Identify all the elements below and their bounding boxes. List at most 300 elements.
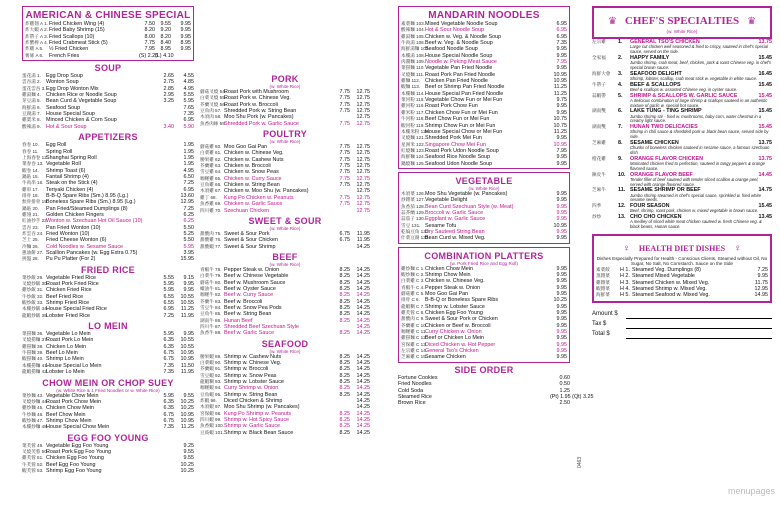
item-name: Chicken w. Moo Shu (w. Pancakes) bbox=[224, 188, 309, 195]
item-name: Wonton Soup bbox=[46, 79, 79, 86]
chinese-name: 蝦河粉 119. bbox=[401, 122, 425, 128]
item-price: 10.25 bbox=[180, 405, 194, 412]
item-name: Beef w. String Bean bbox=[224, 311, 272, 318]
item-name: Hot & Sour Noodle Soup bbox=[425, 27, 485, 34]
item-price: 9.95 bbox=[556, 109, 567, 116]
item-price: 14.25 bbox=[356, 423, 370, 430]
item-name: Shrimp Toast (6) bbox=[46, 167, 86, 174]
item-price: 15.45 bbox=[758, 108, 772, 115]
item-price: 6.35 bbox=[163, 398, 174, 405]
item-price: 7.35 bbox=[556, 40, 567, 47]
item-price: 8.25 bbox=[339, 311, 350, 318]
chinese-name: 叉燒麵 121. bbox=[401, 135, 425, 141]
item-price: 8.25 bbox=[339, 391, 350, 398]
item-description: Beef, shrimp, roast pork, chicken w. mixed vegetable in brown sauce. bbox=[630, 208, 759, 214]
item-name: Roast Pork Chow Mein bbox=[46, 398, 102, 405]
item-name: Beef Chow Fun or Mei Fun bbox=[425, 116, 490, 123]
chinese-name: 叉燒撈麵 37. bbox=[22, 337, 49, 343]
item-name: SEAFOOD DELIGHT bbox=[630, 70, 682, 77]
item-name: LAKE TUNG - TING SHRIMP bbox=[630, 108, 702, 115]
item-name: Chicken w. Veg. & Noodle Soup bbox=[425, 33, 502, 40]
item-name: Dry Sauteed String Bean bbox=[425, 228, 485, 235]
item-price: 14.25 bbox=[356, 273, 370, 280]
chinese-name: 腰果蝦 89. bbox=[200, 353, 222, 359]
item-price: 5.50 bbox=[183, 237, 194, 244]
chinese-name: 甜酸肉 75. bbox=[200, 230, 222, 236]
chef-hat-icon: ♛ bbox=[747, 16, 757, 27]
item-price: 12.75 bbox=[356, 114, 370, 121]
item-name: Wonton w. Szechuan Hot Oil Sauce (10) bbox=[46, 218, 143, 225]
item-name: Noodle w. Peking Meat Sauce bbox=[425, 59, 497, 66]
item-price: 4.95 bbox=[183, 167, 194, 174]
item-price: 6.75 bbox=[163, 411, 174, 418]
item-price: 9.95 bbox=[556, 209, 567, 216]
item-price: 2.95 bbox=[163, 92, 174, 99]
lo-mein-item[interactable] bbox=[22, 369, 194, 375]
item-name: Pan Fried/Steamed Dumplings (8) bbox=[46, 205, 128, 212]
side-title: SIDE ORDER bbox=[454, 364, 514, 375]
chinese-name: 肉醬麵 109. bbox=[401, 59, 425, 65]
specialty-item[interactable] bbox=[592, 82, 772, 93]
item-name: ORANGE FLAVOR CHICKEN bbox=[630, 155, 703, 162]
chinese-name: 魚香蝦 100. bbox=[200, 423, 224, 429]
chinese-name: 蔥油餅 27. bbox=[22, 250, 44, 255]
item-price: 3.95 bbox=[183, 250, 194, 256]
beef-title: BEEF bbox=[272, 251, 298, 262]
item-price: 14.25 bbox=[356, 311, 370, 318]
item-price: 10.75 bbox=[553, 122, 567, 129]
item-price: 7.25 bbox=[183, 180, 194, 187]
chinese-name: 湖南雙 bbox=[592, 124, 606, 130]
chinese-name: 咖喱雞 C 11. bbox=[401, 329, 427, 335]
side-order-item[interactable] bbox=[398, 400, 570, 406]
item-name: Steamed Veg. Dumplings (8) bbox=[632, 266, 701, 273]
item-name: House Special Chow or Mei Fun bbox=[425, 128, 503, 135]
item-name: Pan Fried Wonton (10) bbox=[46, 224, 101, 231]
item-price: 14.75 bbox=[758, 187, 772, 194]
item-price: 8.25 bbox=[339, 292, 350, 299]
chinese-name: 雞丁 68. bbox=[200, 194, 217, 200]
specialty-item[interactable] bbox=[592, 203, 772, 214]
item-price: 9.95 bbox=[556, 235, 567, 242]
item-price: 6.95 bbox=[183, 186, 194, 193]
tax-label: Tax $ bbox=[592, 320, 607, 327]
item-name: Chicken Fried Rice bbox=[46, 287, 92, 294]
item-name: Beef Lo Mein bbox=[46, 350, 78, 357]
item-price: 11.75 bbox=[754, 279, 768, 286]
item-price: 9.95 bbox=[180, 21, 191, 27]
chinese-name: 白菜蝦 90. bbox=[200, 360, 222, 365]
chinese-name: 海鮮大會 bbox=[592, 70, 611, 76]
mandarin-item[interactable] bbox=[401, 161, 567, 167]
chinese-name: 木須蝦 97. bbox=[200, 404, 222, 410]
item-name: SHRIMP & SCALLOPS W. GARLIC SAUCE bbox=[630, 92, 738, 99]
specialty-item[interactable] bbox=[592, 93, 772, 109]
chinese-name: 龍蝦撈麵 42. bbox=[22, 369, 49, 375]
item-name: Shrimp Chow Mein bbox=[46, 417, 92, 424]
item-price: 8.25 bbox=[339, 410, 350, 417]
item-price: 6.95 bbox=[183, 117, 194, 124]
item-price: 8.25 bbox=[339, 372, 350, 379]
chinese-name: 牛帶子 bbox=[592, 81, 606, 87]
item-name: Vegetable Chow Mein bbox=[46, 392, 99, 399]
health-item[interactable] bbox=[596, 292, 768, 298]
item-price: 5.95 bbox=[183, 243, 194, 250]
chinese-name: 雞芙蓉 C 8. bbox=[401, 310, 425, 316]
chinese-name: 雞河粉 116. bbox=[401, 103, 425, 109]
appetizers-title: APPETIZERS bbox=[78, 132, 138, 143]
item-price: 5.95 bbox=[183, 98, 194, 105]
chinese-name: 牛炒飯 32. bbox=[22, 293, 44, 299]
item-price: 6.95 bbox=[163, 306, 174, 313]
chinese-name: 四季 bbox=[592, 203, 602, 209]
item-price: 10.25 bbox=[553, 297, 567, 304]
beef-sub: (w. White Rice) bbox=[269, 261, 301, 267]
chinese-name: 甜酸肉 C 9. bbox=[401, 316, 425, 322]
chinese-name: 芝士 25. bbox=[22, 237, 39, 243]
item-price: 8.25 bbox=[339, 417, 350, 424]
chinese-name: 本樓炒飯 34. bbox=[22, 306, 49, 312]
item-name: Cold Noodles w. Sesame Sauce bbox=[46, 243, 124, 250]
item-price: 13.75 bbox=[758, 39, 772, 45]
chinese-name: 豆豉蝦 101. bbox=[200, 429, 224, 435]
column-2 bbox=[200, 72, 370, 436]
item-price: 10.95 bbox=[180, 417, 194, 424]
specialty-item[interactable] bbox=[592, 187, 772, 203]
item-price: 1.25 bbox=[559, 387, 570, 394]
item-name: Vegetable Pan Fried Noodle bbox=[425, 65, 493, 72]
item-price: 0.60 bbox=[559, 374, 570, 381]
chinese-name: 雪豆蝦 92. bbox=[200, 372, 222, 378]
item-description: Jumbo shrimp stir - fried w. mushrooms, baby corn, water chestnut in a creamy light sauce. bbox=[630, 113, 762, 124]
chinese-name: 雲吞 23. bbox=[22, 224, 39, 230]
chinese-name: 炒雜菜 127. bbox=[401, 197, 425, 203]
chinese-name: 本樓麵 114. bbox=[401, 90, 425, 96]
item-name: Diced Chicken & Shrimp bbox=[224, 398, 283, 405]
item-price: 11.95 bbox=[356, 230, 370, 237]
item-price: 14.25 bbox=[356, 417, 370, 424]
chinese-name: 海鮮湯 6. bbox=[22, 104, 41, 110]
chinese-name: 炸雞翅 A 1. bbox=[25, 21, 48, 26]
chinese-name: 湖南牛 86. bbox=[200, 317, 222, 323]
item-price: 9.55 bbox=[183, 455, 194, 462]
chinese-name: 炸蝦 96. bbox=[200, 398, 217, 404]
item-price: 9.95 bbox=[556, 135, 567, 142]
specialty-item[interactable] bbox=[592, 55, 772, 71]
chinese-name: 四川蝦 99. bbox=[200, 417, 222, 423]
item-price: 10.95 bbox=[180, 356, 194, 363]
item-number: 8. bbox=[618, 139, 623, 146]
item-price: 8.95 bbox=[160, 46, 171, 53]
item-price: 9.95 bbox=[757, 273, 768, 280]
item-price: 6.35 bbox=[163, 343, 174, 350]
item-price: 12.75 bbox=[356, 150, 370, 157]
item-price: 14.25 bbox=[356, 285, 370, 292]
chinese-name: 乾煸豆角 132. bbox=[401, 228, 430, 234]
sweet-sour-item[interactable] bbox=[200, 244, 370, 250]
chinese-name: 木須雞 67. bbox=[200, 188, 222, 194]
item-name: SESAME CHICKEN bbox=[630, 139, 679, 146]
chinese-name: 海鮮菜 bbox=[596, 292, 610, 298]
item-name: Shredded Pork Mei Fun bbox=[425, 135, 482, 142]
egg-foo-young-item[interactable] bbox=[22, 468, 194, 474]
item-name: Vegetable Chow Fun or Mei Fun bbox=[425, 97, 503, 104]
item-name: Chicken w. String Bean bbox=[224, 182, 280, 189]
chinese-name: 菜撈麵 110. bbox=[401, 65, 425, 71]
chinese-name: 雞湯麵 105. bbox=[401, 33, 425, 39]
chinese-name: 雲吞湯 2. bbox=[22, 79, 41, 85]
item-price: 7.75 bbox=[339, 156, 350, 163]
item-name: Shrimp w. Snow Peas bbox=[224, 372, 277, 379]
item-number: 2. bbox=[618, 54, 623, 61]
chinese-name: 蘑菇叉燒 54. bbox=[200, 89, 227, 94]
chow-mein-sub: (w. White Rice & 1 Fried Noodles or w. White Rice) bbox=[56, 387, 160, 393]
item-name: Pepper Steak w. Onion bbox=[224, 266, 280, 273]
chinese-name: 海鮮湯麵 107. bbox=[401, 46, 430, 52]
item-description: Shrimp in chili sauce & shredded pork w. black bean sauce, served side by side. bbox=[630, 129, 769, 140]
item-price: 9.95 bbox=[556, 316, 567, 323]
chinese-name: 雞炒飯 31. bbox=[22, 287, 44, 293]
chinese-name: 四川雞 70. bbox=[200, 207, 222, 213]
specialty-item[interactable] bbox=[592, 71, 772, 82]
chinese-name: 宮保雞 C 13. bbox=[401, 341, 428, 347]
chinese-name: 湖南雙 bbox=[592, 108, 606, 114]
item-price: 9.95 bbox=[180, 27, 191, 34]
item-name: Golden Chicken Fingers bbox=[46, 211, 104, 218]
chinese-name: 雪豆 131. bbox=[401, 222, 421, 228]
item-price: 6.95 bbox=[556, 21, 567, 27]
item-name: Steamed Mixed Vegetable bbox=[632, 273, 695, 280]
item-price: 5.90 bbox=[183, 123, 194, 130]
item-price: 14.25 bbox=[356, 410, 370, 417]
chinese-name: 白菜叉燒 55. bbox=[200, 95, 227, 101]
chinese-name: 腰果雞 62. bbox=[200, 156, 222, 162]
item-price: 7.75 bbox=[339, 150, 350, 157]
item-price: 10.95 bbox=[180, 350, 194, 357]
item-price: 14.25 bbox=[356, 429, 370, 436]
item-name: Beef w. Curry Sauce bbox=[224, 292, 274, 299]
item-price: 14.25 bbox=[356, 317, 370, 324]
item-price: 11.50 bbox=[180, 362, 194, 369]
item-name: Moo Goo Gai Pan bbox=[425, 291, 469, 298]
chinese-name: 芥蘭牛 83. bbox=[200, 298, 222, 304]
chef-specialties-sub: (w. White Rice) bbox=[666, 29, 698, 34]
chinese-name: 本樓米粉 120. bbox=[401, 128, 430, 134]
chinese-name: 白菜雞 C 3. bbox=[401, 278, 425, 284]
chinese-name: 牛撈麵 39. bbox=[22, 350, 44, 356]
beef-item[interactable] bbox=[200, 330, 370, 336]
sweet-sour-sub: (w. White Rice) bbox=[269, 225, 301, 231]
item-price: 10.55 bbox=[180, 343, 194, 350]
item-price: 6.25 bbox=[183, 211, 194, 218]
chinese-name: 雞串 17. bbox=[22, 186, 39, 192]
item-name: Beef w. Chinese Vegetable bbox=[224, 273, 289, 280]
seafood-sub: (w. White Rice) bbox=[269, 348, 301, 354]
chinese-name: 牛肉串 16. bbox=[22, 180, 44, 186]
item-number: 12. bbox=[618, 203, 626, 210]
specialty-item[interactable] bbox=[592, 156, 772, 172]
item-price: 1.95 bbox=[183, 142, 194, 149]
item-price: 7.95 bbox=[556, 147, 567, 154]
chinese-name: 全家福 bbox=[592, 54, 606, 60]
item-name: Roast Pork w. Broccoli bbox=[224, 101, 278, 108]
appetizer-item[interactable] bbox=[22, 256, 194, 262]
combination-section bbox=[398, 247, 570, 363]
american-item[interactable] bbox=[25, 53, 191, 59]
item-price: 9.95 bbox=[556, 203, 567, 210]
chinese-name: 本樓湯 108. bbox=[401, 52, 425, 58]
lo-mein-section bbox=[22, 321, 194, 375]
item-price: 8.25 bbox=[339, 379, 350, 386]
item-price: 7.25 bbox=[163, 312, 174, 319]
item-name: HUNAN TWO DELICACIES bbox=[630, 124, 698, 131]
item-price: 9.95 bbox=[556, 190, 567, 197]
vegetable-item[interactable] bbox=[401, 235, 567, 241]
specialty-item[interactable] bbox=[592, 124, 772, 140]
soup-item[interactable] bbox=[22, 124, 194, 130]
item-price: 10.95 bbox=[180, 411, 194, 418]
chinese-name: 蒜蝦帶 bbox=[592, 92, 606, 98]
total-line[interactable] bbox=[592, 329, 772, 339]
chinese-name: 蘑菇雞 60. bbox=[200, 144, 222, 150]
american-chinese-special bbox=[22, 6, 194, 61]
item-price: 14.25 bbox=[356, 372, 370, 379]
chinese-name: 芝麻雞 C 15. bbox=[401, 354, 428, 360]
item-price: 8.25 bbox=[339, 423, 350, 430]
tax-line[interactable] bbox=[592, 319, 772, 329]
order-totals bbox=[592, 309, 772, 339]
chinese-name: 青椒牛 78. bbox=[200, 266, 222, 272]
item-price: 10.95 bbox=[553, 78, 567, 85]
item-price: 9.95 bbox=[556, 322, 567, 329]
chinese-name: 炸雲吞 24. bbox=[22, 230, 44, 236]
item-price: 2.75 bbox=[163, 79, 174, 86]
chinese-name: 陳皮牛 bbox=[592, 171, 606, 177]
item-price: 12.75 bbox=[356, 89, 370, 95]
item-name: Steamed Rice bbox=[398, 393, 432, 400]
fried-rice-item[interactable] bbox=[22, 313, 194, 319]
chinese-name: 春卷 10. bbox=[22, 142, 39, 148]
item-number: 1. bbox=[618, 39, 623, 45]
item-price: 2.50 bbox=[559, 400, 570, 407]
item-price: 8.40 bbox=[160, 40, 171, 47]
specialty-item[interactable] bbox=[592, 140, 772, 156]
item-name: Shrimp w. Hot Spicy Sauce bbox=[224, 417, 290, 424]
item-price: 6.75 bbox=[163, 350, 174, 357]
item-name: Shrimp Chow Mein bbox=[425, 272, 471, 278]
item-name: Eggplant w. Garlic Sauce bbox=[425, 216, 486, 223]
item-name: Fantail Shrimp (4) bbox=[46, 173, 89, 180]
item-name: Singapore Chow Mei Fun bbox=[425, 141, 486, 148]
item-description: Chunks of boneless chicken sauteed in sesame sauce, a famous szechuan dish. bbox=[630, 145, 770, 155]
item-price: 15.45 bbox=[758, 81, 772, 88]
chinese-name: 魚香肉絲 59. bbox=[200, 120, 227, 126]
item-name: House Special Soup bbox=[46, 111, 95, 118]
chinese-name: 芥蘭蝦 91. bbox=[200, 366, 222, 372]
chinese-name: 蒜芥蘭 129. bbox=[401, 209, 425, 215]
vegetable-sub: (w. White Rice) bbox=[468, 185, 500, 191]
figure-icon: ♀ bbox=[733, 242, 742, 254]
item-name: Shrimp w. Black Bean Sauce bbox=[224, 429, 294, 436]
item-number: 6. bbox=[618, 108, 623, 115]
item-name: Broccoli w. Garlic Sauce bbox=[425, 209, 484, 216]
item-name: Pepper Steak w. Onion bbox=[425, 284, 481, 291]
item-price: (L) 4.10 bbox=[155, 52, 174, 59]
item-number: 7. bbox=[618, 124, 623, 131]
item-name: Boneless Spare Ribs (Sm.) 8.95 (Lg.) bbox=[46, 199, 136, 206]
item-price: 6.50 bbox=[183, 173, 194, 180]
item-price: 11.25 bbox=[180, 424, 194, 431]
item-price: 8.25 bbox=[339, 385, 350, 392]
chinese-name: 海鮮麵 124. bbox=[401, 154, 425, 160]
chow-mein-title: CHOW MEIN OR CHOP SUEY bbox=[42, 377, 174, 388]
chinese-name: 蒸雜菜 bbox=[596, 273, 610, 279]
item-name: Curry Chicken w. Onion bbox=[425, 329, 482, 336]
item-name: Pu Pu Platter (For 2) bbox=[46, 256, 96, 263]
item-description: Tender fillet of beef sauteed with tender sliced scallion & orange peel, served with orange flavored sauce. bbox=[630, 176, 759, 187]
item-price: 6.55 bbox=[163, 293, 174, 300]
item-name: Chicken w. Cashew Nuts bbox=[224, 156, 284, 163]
chinese-name: 蝦撈麵 40. bbox=[22, 356, 44, 362]
specialty-item[interactable] bbox=[592, 214, 772, 230]
item-price: 7.95 bbox=[556, 59, 567, 66]
item-price: 9.95 bbox=[556, 265, 567, 272]
seafood-item[interactable] bbox=[200, 430, 370, 436]
chinese-name: 宮保蝦 98. bbox=[200, 410, 222, 416]
item-name: ½ Fried Chicken bbox=[49, 46, 89, 53]
item-price: 7.75 bbox=[339, 101, 350, 108]
specialty-item[interactable] bbox=[592, 39, 772, 55]
item-price: 8.25 bbox=[339, 360, 350, 366]
pork-sub: (w. White Rice) bbox=[269, 84, 301, 89]
item-price: 15.45 bbox=[758, 203, 772, 210]
item-price: 6.55 bbox=[163, 300, 174, 307]
item-price: 14.25 bbox=[356, 323, 370, 330]
item-price: 8.25 bbox=[339, 353, 350, 360]
specialty-item[interactable] bbox=[592, 172, 772, 188]
item-price: 7.35 bbox=[163, 369, 174, 376]
item-price: 12.95 bbox=[180, 199, 194, 206]
item-price: 7.75 bbox=[339, 169, 350, 176]
item-number: H 3. bbox=[620, 279, 630, 286]
item-price: 8.25 bbox=[339, 304, 350, 311]
item-price: 14.25 bbox=[356, 398, 370, 405]
item-number: 13. bbox=[618, 214, 626, 221]
combo-item[interactable] bbox=[401, 354, 567, 360]
item-price: 9.95 bbox=[180, 33, 191, 40]
chinese-name: 魚香茄 128. bbox=[401, 203, 425, 209]
item-name: B-B-Q Spare Ribs (Sm.) 8.95 (Lg.) bbox=[46, 192, 129, 199]
item-name: Chicken or Beef w. Broccoli bbox=[425, 322, 491, 329]
item-price: 5.95 bbox=[163, 392, 174, 399]
egg-foo-young-section bbox=[22, 433, 194, 475]
pork-item[interactable] bbox=[200, 121, 370, 127]
specialty-item[interactable] bbox=[592, 108, 772, 124]
chow-mein-item[interactable] bbox=[22, 424, 194, 430]
item-price: 9.95 bbox=[556, 348, 567, 355]
item-price: 7.75 bbox=[144, 40, 155, 47]
seafood-title: SEAFOOD bbox=[261, 338, 309, 349]
seafood-section bbox=[200, 339, 370, 436]
item-name: Sweet & Sour Pork or Chicken bbox=[425, 316, 498, 323]
poultry-item[interactable] bbox=[200, 208, 370, 214]
item-number: 4. bbox=[618, 81, 623, 88]
chinese-name: 雪豆牛 84. bbox=[200, 304, 222, 310]
item-name: Roast Pork with Mushroom bbox=[224, 89, 289, 95]
amount-line[interactable] bbox=[592, 309, 772, 319]
chinese-name: 木須菜 126. bbox=[401, 190, 425, 196]
item-name: Beef Chow Mein bbox=[46, 411, 86, 418]
